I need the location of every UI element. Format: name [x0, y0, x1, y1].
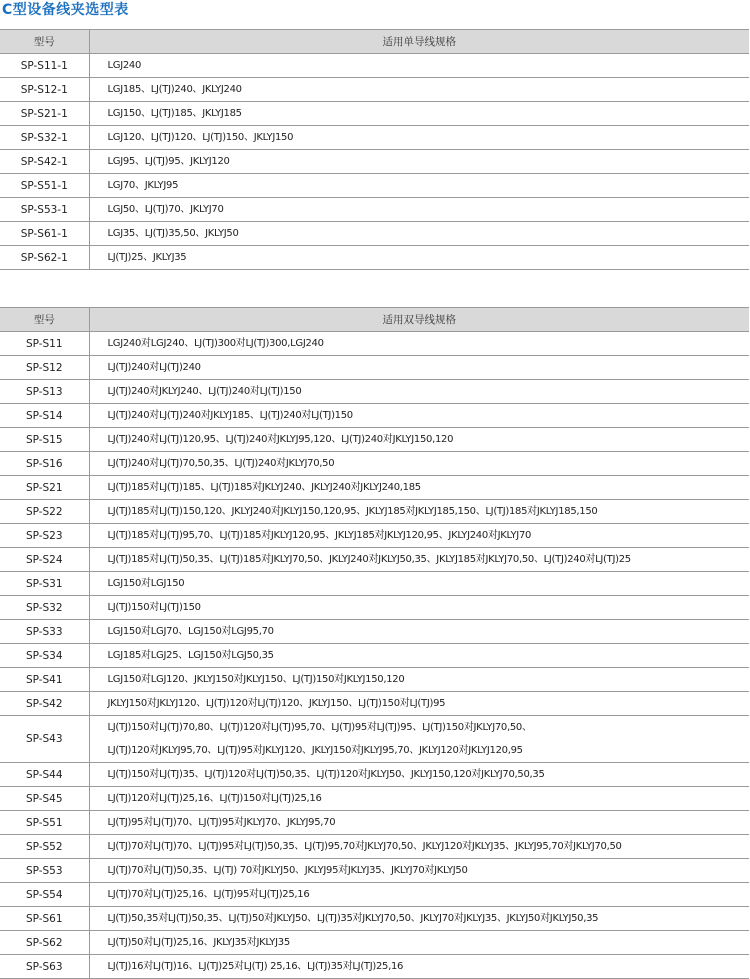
table-row [0, 644, 749, 668]
spec-line: JKLYJ150对JKLYJ120、LJ(TJ)120对LJ(TJ)120、JKLYJ150、LJ(TJ)150对LJ(TJ)95 [107, 698, 446, 709]
table-row [0, 548, 749, 572]
model-cell: SP-S21-1 [0, 102, 89, 126]
single-conductor-table [0, 29, 749, 270]
table-row [0, 716, 749, 763]
spec-line: LGJ35、LJ(TJ)35,50、JKLYJ50 [107, 228, 239, 239]
spec-line: LJ(TJ)240对JKLYJ240、LJ(TJ)240对LJ(TJ)150 [107, 386, 302, 397]
spec-line: LJ(TJ)120对JKLYJ95,70、LJ(TJ)95对JKLYJ120、JKLYJ150对JKLYJ95,70、JKLYJ120对JKLYJ120,95 [107, 745, 523, 756]
spec-cell [89, 692, 749, 716]
model-cell: SP-S32 [0, 596, 89, 620]
table-row [0, 500, 749, 524]
spec-line: LJ(TJ)185对LJ(TJ)150,120、JKLYJ240对JKLYJ150,120,95、JKLYJ185对JKLYJ185,150、LJ(TJ)185对JKLYJ185,150 [107, 506, 598, 517]
table-row [0, 811, 749, 835]
spec-line: LJ(TJ)185对LJ(TJ)95,70、LJ(TJ)185对JKLYJ120,95、JKLYJ185对JKLYJ120,95、JKLYJ240对JKLYJ70 [107, 530, 532, 541]
table-row [0, 380, 749, 404]
spec-cell [89, 428, 749, 452]
spec-column-header: 适用单导线规格 [89, 30, 749, 54]
table-row [0, 452, 749, 476]
model-cell: SP-S21 [0, 476, 89, 500]
spec-cell [89, 716, 749, 763]
spec-cell [89, 476, 749, 500]
spec-cell [89, 198, 749, 222]
model-cell: SP-S53-1 [0, 198, 89, 222]
model-cell: SP-S15 [0, 428, 89, 452]
spec-line: LGJ150、LJ(TJ)185、JKLYJ185 [107, 108, 242, 119]
spec-line: LGJ150对LGJ150 [107, 578, 185, 589]
spec-line: LJ(TJ)50对LJ(TJ)25,16、JKLYJ35对JKLYJ35 [107, 937, 290, 948]
spec-line: LJ(TJ)185对LJ(TJ)50,35、LJ(TJ)185对JKLYJ70,50、JKLYJ240对JKLYJ50,35、JKLYJ185对JKLYJ70,50、LJ(TJ)240对LJ(TJ)25 [107, 554, 631, 565]
model-cell: SP-S62-1 [0, 246, 89, 270]
spec-cell [89, 404, 749, 428]
model-cell: SP-S16 [0, 452, 89, 476]
spec-line: LJ(TJ)50,35对LJ(TJ)50,35、LJ(TJ)50对JKLYJ50、LJ(TJ)35对JKLYJ70,50、JKLYJ70对JKLYJ35、JKLYJ50对JKLYJ50,35 [107, 913, 599, 924]
model-cell: SP-S54 [0, 883, 89, 907]
spec-cell [89, 452, 749, 476]
model-cell: SP-S51 [0, 811, 89, 835]
model-cell: SP-S23 [0, 524, 89, 548]
spec-cell [89, 596, 749, 620]
spec-line: LJ(TJ)240对LJ(TJ)240对JKLYJ185、LJ(TJ)240对LJ(TJ)150 [107, 410, 353, 421]
table-row [0, 668, 749, 692]
model-cell: SP-S12-1 [0, 78, 89, 102]
model-cell: SP-S62 [0, 931, 89, 955]
spec-line: LGJ185对LGJ25、LGJ150对LGJ50,35 [107, 650, 274, 661]
spec-cell [89, 500, 749, 524]
model-cell: SP-S11-1 [0, 54, 89, 78]
spec-line: LJ(TJ)240对LJ(TJ)70,50,35、LJ(TJ)240对JKLYJ70,50 [107, 458, 335, 469]
spec-line: LJ(TJ)16对LJ(TJ)16、LJ(TJ)25对LJ(TJ) 25,16、LJ(TJ)35对LJ(TJ)25,16 [107, 961, 404, 972]
table-row [0, 620, 749, 644]
table-row [0, 198, 749, 222]
spec-line: LJ(TJ)150对LJ(TJ)150 [107, 602, 201, 613]
table-row [0, 476, 749, 500]
table-row [0, 150, 749, 174]
table-row [0, 787, 749, 811]
spec-cell [89, 126, 749, 150]
spec-line: LJ(TJ)70对LJ(TJ)70、LJ(TJ)95对LJ(TJ)50,35、LJ(TJ)95,70对JKLYJ70,50、JKLYJ120对JKLYJ35、JKLYJ95,70对JKLYJ70,50 [107, 841, 622, 852]
spec-cell [89, 548, 749, 572]
model-cell: SP-S24 [0, 548, 89, 572]
table-row [0, 222, 749, 246]
spec-column-header: 适用双导线规格 [89, 308, 749, 332]
model-cell: SP-S52 [0, 835, 89, 859]
spec-line: LGJ240 [107, 60, 142, 71]
spec-line: LJ(TJ)25、JKLYJ35 [107, 252, 187, 263]
spec-line: LGJ150对LGJ70、LGJ150对LGJ95,70 [107, 626, 274, 637]
spec-line: LGJ50、LJ(TJ)70、JKLYJ70 [107, 204, 224, 215]
table-row [0, 572, 749, 596]
spec-cell [89, 955, 749, 979]
spec-line: LJ(TJ)185对LJ(TJ)185、LJ(TJ)185对JKLYJ240、JKLYJ240对JKLYJ240,185 [107, 482, 421, 493]
model-cell: SP-S31 [0, 572, 89, 596]
model-cell: SP-S14 [0, 404, 89, 428]
spec-cell [89, 356, 749, 380]
table-row [0, 835, 749, 859]
model-cell: SP-S44 [0, 763, 89, 787]
spec-cell [89, 150, 749, 174]
table-row [0, 102, 749, 126]
table-row [0, 126, 749, 150]
table-row [0, 428, 749, 452]
spec-cell [89, 54, 749, 78]
spec-cell [89, 787, 749, 811]
model-cell: SP-S42 [0, 692, 89, 716]
spec-cell [89, 102, 749, 126]
spec-line: LGJ95、LJ(TJ)95、JKLYJ120 [107, 156, 230, 167]
spec-cell [89, 78, 749, 102]
table-row [0, 596, 749, 620]
table-header-row [0, 308, 749, 332]
table-row [0, 955, 749, 979]
table-row [0, 54, 749, 78]
spec-line: LJ(TJ)240对LJ(TJ)120,95、LJ(TJ)240对JKLYJ95,120、LJ(TJ)240对JKLYJ150,120 [107, 434, 454, 445]
spec-line: LJ(TJ)150对LJ(TJ)35、LJ(TJ)120对LJ(TJ)50,35、LJ(TJ)120对JKLYJ50、JKLYJ150,120对JKLYJ70,50,35 [107, 769, 545, 780]
double-conductor-table [0, 307, 749, 979]
table-row [0, 174, 749, 198]
model-cell: SP-S12 [0, 356, 89, 380]
table-row [0, 859, 749, 883]
spec-cell [89, 174, 749, 198]
table-row [0, 356, 749, 380]
spec-cell [89, 524, 749, 548]
model-cell: SP-S13 [0, 380, 89, 404]
table-row [0, 246, 749, 270]
spec-cell [89, 859, 749, 883]
model-cell: SP-S11 [0, 332, 89, 356]
table-row [0, 692, 749, 716]
model-cell: SP-S22 [0, 500, 89, 524]
spec-cell [89, 811, 749, 835]
page-title: C型设备线夹选型表 [2, 2, 129, 18]
spec-cell [89, 332, 749, 356]
spec-line: LJ(TJ)95对LJ(TJ)70、LJ(TJ)95对JKLYJ70、JKLYJ95,70 [107, 817, 336, 828]
table-row [0, 404, 749, 428]
model-cell: SP-S61-1 [0, 222, 89, 246]
table-row [0, 763, 749, 787]
table-row [0, 332, 749, 356]
spec-line: LGJ185、LJ(TJ)240、JKLYJ240 [107, 84, 242, 95]
model-column-header: 型号 [0, 308, 89, 332]
spec-line: LJ(TJ)240对LJ(TJ)240 [107, 362, 201, 373]
spec-line: LGJ70、JKLYJ95 [107, 180, 179, 191]
spec-line: LJ(TJ)70对LJ(TJ)50,35、LJ(TJ) 70对JKLYJ50、JKLYJ95对JKLYJ35、JKLYJ70对JKLYJ50 [107, 865, 468, 876]
model-cell: SP-S33 [0, 620, 89, 644]
spec-cell [89, 883, 749, 907]
spec-cell [89, 572, 749, 596]
model-cell: SP-S51-1 [0, 174, 89, 198]
table-row [0, 524, 749, 548]
spec-line: LGJ240对LGJ240、LJ(TJ)300对LJ(TJ)300,LGJ240 [107, 338, 324, 349]
spec-cell [89, 620, 749, 644]
spec-cell [89, 931, 749, 955]
spec-line: LJ(TJ)70对LJ(TJ)25,16、LJ(TJ)95对LJ(TJ)25,16 [107, 889, 310, 900]
table-row [0, 931, 749, 955]
table-row [0, 883, 749, 907]
spec-cell [89, 907, 749, 931]
model-cell: SP-S42-1 [0, 150, 89, 174]
model-cell: SP-S61 [0, 907, 89, 931]
spec-line: LJ(TJ)150对LJ(TJ)70,80、LJ(TJ)120对LJ(TJ)95,70、LJ(TJ)95对LJ(TJ)95、LJ(TJ)150对JKLYJ70,50、 [107, 722, 532, 733]
model-cell: SP-S41 [0, 668, 89, 692]
spec-line: LGJ120、LJ(TJ)120、LJ(TJ)150、JKLYJ150 [107, 132, 294, 143]
model-cell: SP-S34 [0, 644, 89, 668]
spec-cell [89, 644, 749, 668]
model-cell: SP-S32-1 [0, 126, 89, 150]
spec-line: LJ(TJ)120对LJ(TJ)25,16、LJ(TJ)150对LJ(TJ)25,16 [107, 793, 322, 804]
model-cell: SP-S43 [0, 716, 89, 763]
spec-cell [89, 222, 749, 246]
model-column-header: 型号 [0, 30, 89, 54]
spec-cell [89, 763, 749, 787]
table-header-row [0, 30, 749, 54]
model-cell: SP-S53 [0, 859, 89, 883]
spec-cell [89, 835, 749, 859]
table-row [0, 78, 749, 102]
spec-cell [89, 380, 749, 404]
model-cell: SP-S45 [0, 787, 89, 811]
spec-cell [89, 668, 749, 692]
spec-cell [89, 246, 749, 270]
table-row [0, 907, 749, 931]
model-cell: SP-S63 [0, 955, 89, 979]
spec-line: LGJ150对LGJ120、JKLYJ150对JKLYJ150、LJ(TJ)150对JKLYJ150,120 [107, 674, 405, 685]
